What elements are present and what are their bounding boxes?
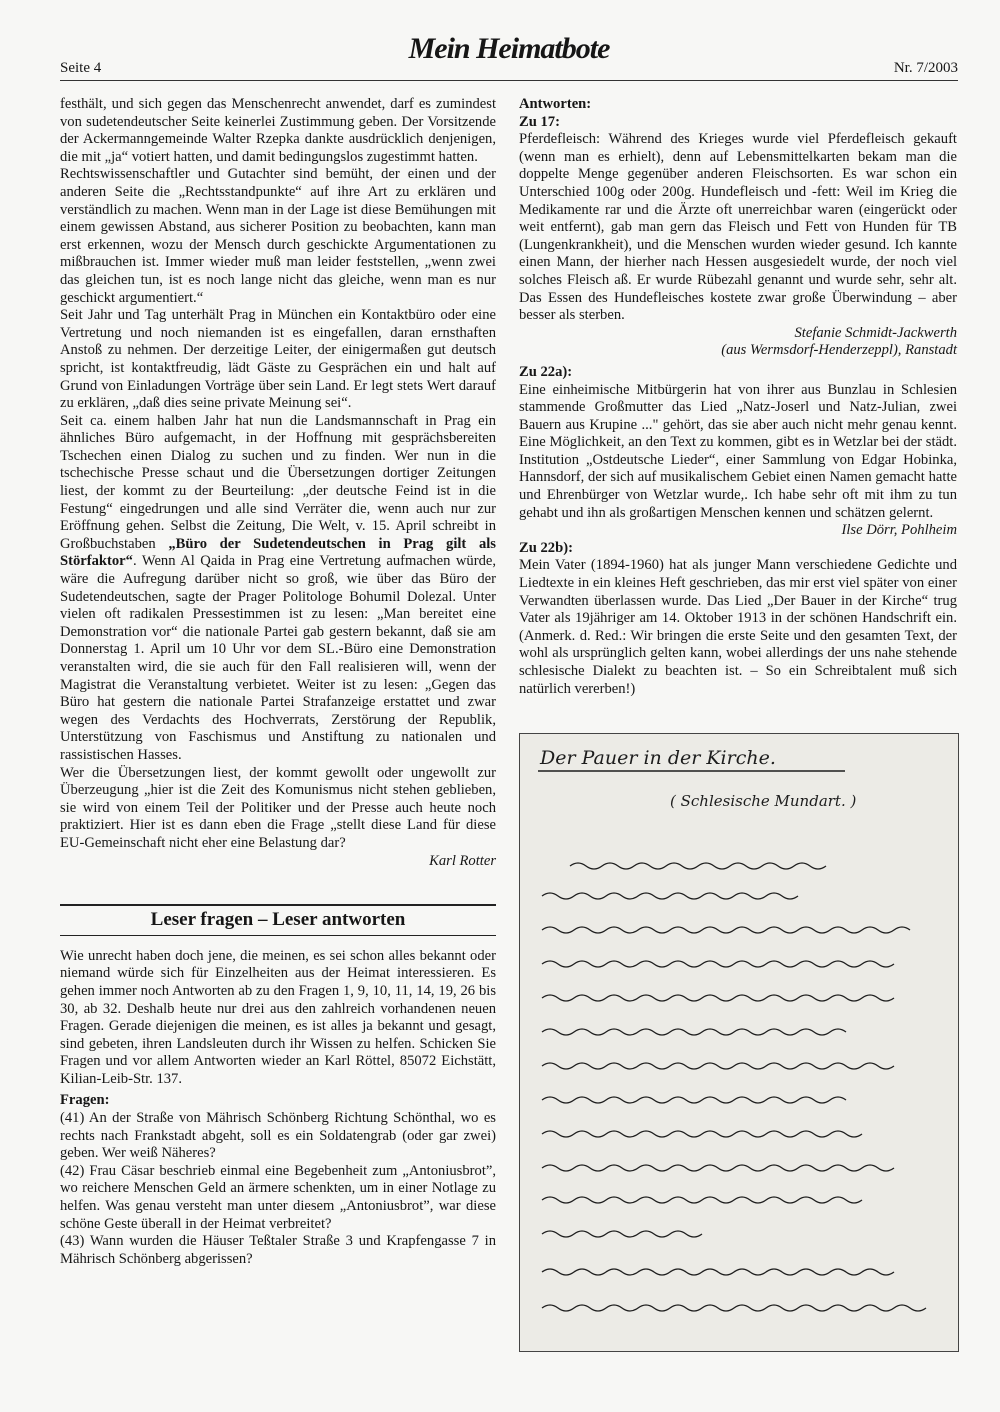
answer-text: Mein Vater (1894-1960) hat als junger Mann verschiedene Gedichte und Liedtexte in ein kleines Heft geschrieben, das mir erst viel später von einer Verwandten überlassen wurde. Das Lied „Der Bauer in der Kirche“ trug Vater als 19jähriger am 14. Oktober 1913 in der schönen Handschrift ein. (Anmerk. d. Red.: Wir bringen die erste Seite und den gesamten Text, der wohl als ursprünglich gelten kann, wobei allerdings der uns nahe stehende schlesische Dialekt zu beachten ist. – So ein Schreibtalent muß sich natürlich vererben!) xyxy=(519,557,957,697)
answers-heading: Antworten: xyxy=(519,96,592,112)
article-paragraph xyxy=(60,413,496,765)
header-rule xyxy=(60,80,958,81)
question-item: (43) Wann wurden die Häuser Teßtaler Straße 3 und Krapfengasse 7 in Mährisch Schönberg abgerissen? xyxy=(60,1233,496,1267)
answer-signature: Stefanie Schmidt-Jackwerth xyxy=(794,324,957,341)
section-title: Leser fragen – Leser antworten xyxy=(60,904,496,936)
article-paragraph: Seit Jahr und Tag unterhält Prag in München ein Kontaktbüro oder eine Vertretung und noch niemanden ist es eingefallen, daran ernsthaften Anstoß zu nehmen. Der derzeitige Leiter, der einigermaßen gut deutsch spricht, ist kontaktfreudig, lädt Gäste zu Gesprächen ein und halt auf Grund von Einladungen Vorträge über sein Land. Er legt stets Wert darauf zu erklären, „daß dies seine private Meinung sei“. xyxy=(60,307,496,412)
answer-label: Zu 17: xyxy=(519,113,560,130)
right-column xyxy=(519,96,957,698)
question-item: (41) An der Straße von Mährisch Schönberg Richtung Schönthal, wo es rechts nach Frankstadt abgeht, soll es ein Soldatengrab (oder gar zwei) geben. Wer weiß Näheres? xyxy=(60,1110,496,1162)
answer-label: Zu 22a): xyxy=(519,363,573,380)
masthead-logo: Mein Heimatbote xyxy=(408,32,610,65)
questions-heading: Fragen: xyxy=(60,1092,110,1109)
answer-signature: (aus Wermsdorf-Henderzeppl), Ranstadt xyxy=(721,342,957,359)
manuscript-title: Der Pauer in der Kirche. xyxy=(540,747,776,769)
answer-text: Eine einheimische Mitbürgerin hat von ihrer aus Bunzlau in Schlesien stammende Großmutter das Lied „Natz-Joserl und Natz-Julian, zwei Bauern aus Krupine ..." gehört, das sie aber auch nicht mehr genau kennt. Eine Möglichkeit, an den Text zu kommen, gibt es in Wetzlar bei der städt. Institution „Ostdeutsche Lieder“, einer Sammlung von Edgar Hobinka, Hannsdorf, der sich auf musikalischem Gebiet einen Namen gemacht hatte und Ehrenbürger von Wetzlar wurde,. Ich habe sehr oft mit ihm zu tun gehabt und ihn als großartigen Menschen kennen und schätzen gelernt. xyxy=(519,381,957,521)
article-highlight: „Büro der Sudetendeutschen in Prag gilt als Störfaktor“ xyxy=(60,535,496,570)
article-paragraph: festhält, und sich gegen das Menschenrecht anwendet, darf es zumindest von sudetendeutscher Seite keinerlei Zustimmung geben. Der Vorsitzende der Ackermanngemeinde Walter Rzepka dankte ausdrücklich denjenigen, die mit „ja“ votiert hatten, und damit bedingungslos zugestimmt hatten. xyxy=(60,96,496,165)
left-column xyxy=(60,96,496,1268)
article-paragraph: Rechtswissenschaftler und Gutachter sind bemüht, der einen und der anderen Seite die „Rechtsstandpunkte“ auf ihre Art zu erklären und verständlich zu machen. Wenn man in der Lage ist diese Bemühungen mit einem gewissen Abstand, aus sicherer Position zu beobachten, kann man erst erkennen, wozu der Mensch durch geschickte Argumentationen zu mißbrauchen ist. Immer wieder muß man leider feststellen, „wenn zwei das gleichen tun, ist es noch lange nicht das gleiche, wenn man es nur geschickt argumentiert.“ xyxy=(60,166,496,306)
manuscript-subtitle: ( Schlesische Mundart. ) xyxy=(670,792,857,810)
article-text: Seit ca. einem halben Jahr hat nun die Landsmannschaft in Prag ein ähnliches Büro aufgemacht, in der Hoffnung mit gesprächsbereiten Tschechen einen Dialog zu suchen und zu finden. Wer nun in die tschechische Presse schaut und die Übersetzungen dortiger Zeitungen liest, der kommt zu der Beurteilung: „der deutsche Feind ist in die Festung“ eingedrungen und alle sind Verräter die, wenn auch nur zur Eröffnung gehen. Selbst die Zeitung, Die Welt, v. 15. April schreibt in Großbuchstaben xyxy=(60,412,496,552)
answer-text: Pferdefleisch: Während des Krieges wurde viel Pferdefleisch gekauft (wenn man es erhielt), denn auf Lebensmittelkarten bekam man die doppelte Menge gegenüber anderen Fleischsorten. Es war schon ein Unterschied 100g oder 200g. Hundefleisch und -fett: Weil im Krieg die Medikamente rar und die Ärzte oft unerreichbar waren (eingerückt oder weit entfernt), gab man gern das Fleisch und Fett von Hunden für TB (Lungenkrankheit), und die Menschen wurden wieder gesund. Ich kannte einen Mann, der hierher nach Hessen ausgesiedelt wurde, der noch viel solches Fleisch aß. Er wurde Rübezahl genannt und wurde sehr, sehr alt. Das Essen des Hundefleisches kostete zwar große Überwindung – aber besser als sterben. xyxy=(519,131,957,324)
issue-number: Nr. 7/2003 xyxy=(893,60,958,76)
answer-label: Zu 22b): xyxy=(519,539,573,556)
article-text: . Wenn Al Qaida in Prag eine Vertretung aufmachen würde, wäre die Aufregung darüber nicht so groß, wie über das Büro der Sudetendeutschen, sagte der Prager Politologe Bohumil Dolezal. Unter vielen oft radikalen Pressestimmen ist zu lesen: „Man bereitet eine Demonstration vor“ die nationale Partei gab gestern bekannt, daß sie am Donnerstag 1. April um 10 Uhr vor dem SL.-Büro eine Demonstration veranstalten wird, die sie auch für den Fall realisieren will, wenn der Magistrat die Veranstaltung verbietet. Weiter ist zu lesen: „Gegen das Büro hat gestern die nationale Partei Strafanzeige erstattet und zwar wegen des Verdachts des Hochverrats, Zerstörung der Republik, Unterstützung von Faschismus und Anstiftung zu nationalen und rassistischen Hasses. xyxy=(60,553,496,763)
section-intro: Wie unrecht haben doch jene, die meinen, es sei schon alles bekannt oder niemand würde sich für Einzelheiten aus der Heimat interessieren. Es gehen immer noch Antworten ab zu den Fragen 1, 9, 10, 11, 14, 19, 26 bis 30, ab 32. Deshalb heute nur drei aus den zahlreich vorhandenen neuen Fragen. Gerade diejenigen die meinen, es ist alles ja bekannt und gesagt, sind gebeten, ihren Landsleuten durch ihr Wissen zu helfen. Schicken Sie Fragen und vor allem Antworten wieder an Karl Röttel, 85072 Eichstätt, Kilian-Leib-Str. 137. xyxy=(60,947,496,1087)
page-number: Seite 4 xyxy=(60,60,102,76)
manuscript-image xyxy=(519,733,959,1352)
page-header xyxy=(60,32,958,82)
handwriting-scan xyxy=(520,734,958,1351)
author-signature: Karl Rotter xyxy=(429,852,496,869)
answer-signature: Ilse Dörr, Pohlheim xyxy=(841,522,957,539)
article-paragraph: Wer die Übersetzungen liest, der kommt gewollt oder ungewollt zur Überzeugung „hier ist die Zeit des Komunismus nicht stehen geblieben, sie wird von einem Teil der Politiker und der Presse auch heute noch praktiziert. Hier ist es dann eben die Frage „stellt diese Land für diese EU-Gemeinschaft nicht eher eine Belastung dar? xyxy=(60,764,496,851)
question-item: (42) Frau Cäsar beschrieb einmal eine Begebenheit zum „Antoniusbrot”, wo reichere Menschen Geld an ärmere schenkten, um in einer Notlage zu helfen. Was genau versteht man unter diesem „Antoniusbrot”, war diese schöne Geste überall in der Heimat verbreitet? xyxy=(60,1162,496,1232)
